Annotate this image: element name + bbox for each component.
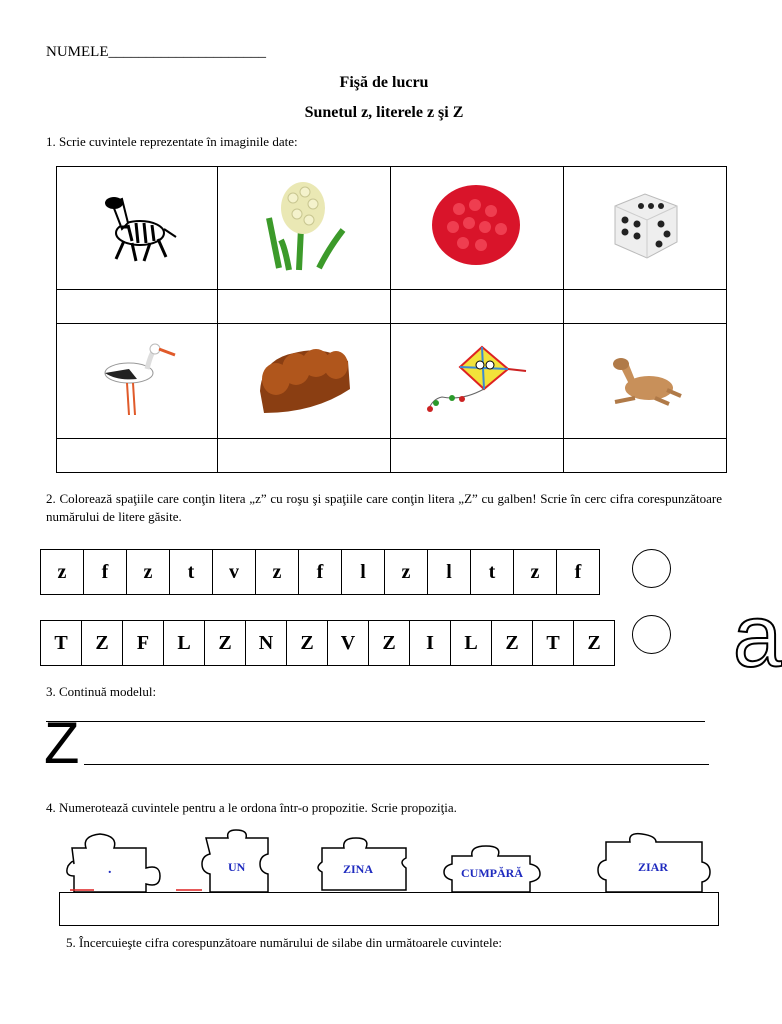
letter-box[interactable]: Z (286, 620, 328, 666)
zebra-cell (57, 167, 218, 290)
letter-box[interactable]: v (212, 549, 256, 595)
puzzle-word-zina: ZINA (343, 862, 374, 876)
lowercase-letter-row (41, 549, 600, 595)
letter-box[interactable]: z (126, 549, 170, 595)
worksheet-title: Fişă de lucru (339, 74, 429, 91)
letter-box[interactable]: L (163, 620, 205, 666)
answer-cell[interactable] (218, 290, 390, 324)
foal-image (605, 344, 685, 414)
dice-image (605, 186, 685, 266)
letter-box[interactable]: f (83, 549, 127, 595)
letter-box[interactable]: l (341, 549, 385, 595)
answer-cell[interactable] (390, 439, 563, 473)
letter-box[interactable]: F (122, 620, 164, 666)
letter-box[interactable]: V (327, 620, 369, 666)
writing-line[interactable] (46, 721, 705, 722)
dice-cell (563, 167, 726, 290)
answer-cell[interactable] (390, 290, 563, 324)
kite-cell (390, 324, 563, 439)
bread-cell (218, 324, 390, 439)
hyacinth-image (259, 178, 349, 273)
worksheet-subtitle: Sunetul z, literele z şi Z (304, 104, 464, 121)
letter-box[interactable]: l (427, 549, 471, 595)
count-circle-lowercase[interactable] (632, 549, 671, 588)
stork-image (97, 339, 177, 419)
letter-box[interactable]: Z (491, 620, 533, 666)
foal-cell (563, 324, 726, 439)
uppercase-letter-row (41, 620, 615, 666)
hyacinth-cell (218, 167, 390, 290)
answer-cell[interactable] (218, 439, 390, 473)
puzzle-word-ziar: ZIAR (638, 860, 669, 874)
exercise2-instruction: 2. Colorează spaţiile care conţin litera „z” cu roşu şi spaţiile care conţin litera „Z” cu galben! Scrie în cerc cifra corespunzătoare numărului de litere găsite. (46, 491, 722, 524)
model-letter: Z (44, 711, 80, 776)
letter-box[interactable]: f (556, 549, 600, 595)
letter-box[interactable]: T (40, 620, 82, 666)
letter-box[interactable]: N (245, 620, 287, 666)
letter-box[interactable]: z (40, 549, 84, 595)
zebra-image (92, 181, 182, 271)
bread-image (254, 339, 354, 419)
puzzle-word-period: . (108, 862, 112, 877)
picture-table (56, 166, 727, 473)
answer-cell[interactable] (57, 290, 218, 324)
letter-box[interactable]: f (298, 549, 342, 595)
exercise5-instruction: 5. Încercuieşte cifra corespunzătoare numărului de silabe din următoarele cuvintele: (66, 935, 503, 950)
count-circle-uppercase[interactable] (632, 615, 671, 654)
puzzle-piece-dot (67, 834, 160, 892)
answer-cell[interactable] (57, 439, 218, 473)
kite-image (422, 341, 532, 416)
puzzle-pieces (60, 828, 720, 894)
letter-box[interactable]: z (255, 549, 299, 595)
puzzle-word-un: UN (228, 860, 246, 874)
answer-cell[interactable] (563, 290, 726, 324)
stork-cell (57, 324, 218, 439)
puzzle-word-cumpara: CUMPĂRĂ (461, 866, 523, 880)
letter-box[interactable]: t (169, 549, 213, 595)
raspberry-cell (390, 167, 563, 290)
letter-box[interactable]: Z (204, 620, 246, 666)
letter-box[interactable]: L (450, 620, 492, 666)
letter-box[interactable]: t (470, 549, 514, 595)
letter-box[interactable]: Z (573, 620, 615, 666)
letter-box[interactable]: Z (81, 620, 123, 666)
letter-box[interactable]: T (532, 620, 574, 666)
exercise1-instruction: 1. Scrie cuvintele reprezentate în imaginile date: (46, 134, 298, 149)
letter-box[interactable]: z (384, 549, 428, 595)
letter-box[interactable]: z (513, 549, 557, 595)
writing-line[interactable] (84, 764, 709, 765)
letter-box[interactable]: I (409, 620, 451, 666)
exercise3-instruction: 3. Continuă modelul: (46, 684, 157, 699)
sentence-answer-box[interactable] (59, 892, 719, 926)
student-name-field[interactable]: NUMELE_____________________ (46, 44, 266, 60)
raspberry-image (429, 183, 524, 268)
letter-box[interactable]: Z (368, 620, 410, 666)
answer-cell[interactable] (563, 439, 726, 473)
exercise4-instruction: 4. Numerotează cuvintele pentru a le ordona într-o propozitie. Scrie propoziţia. (46, 800, 457, 815)
outline-letter-a: a (733, 586, 782, 685)
